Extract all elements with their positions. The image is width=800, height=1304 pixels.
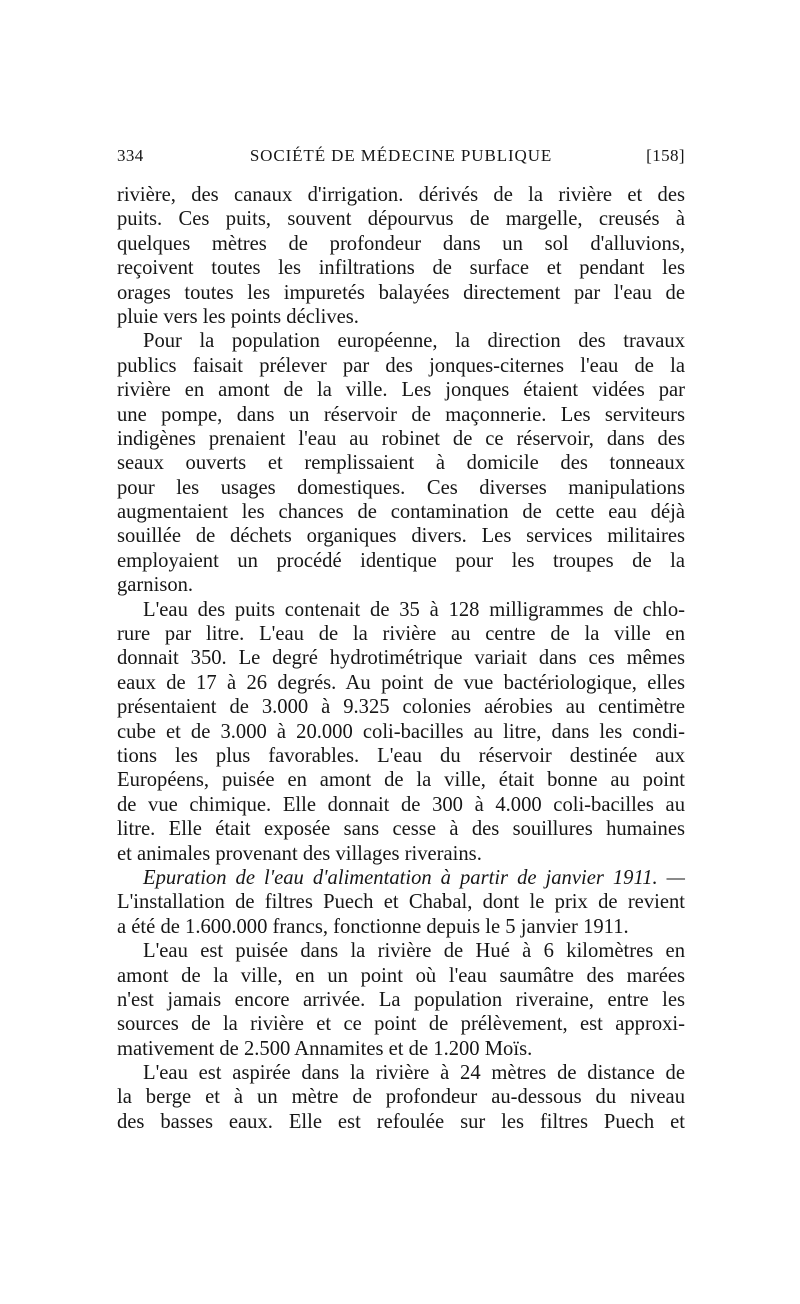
text-line: tions les plus favorables. L'eau du réservoir destinée aux [117, 744, 685, 767]
text-line: donnait 350. Le degré hydrotimétrique variait dans ces mêmes [117, 647, 685, 670]
text-line: rivière en amont de la ville. Les jonques étaient vidées par [117, 379, 685, 402]
text-line: litre. Elle était exposée sans cesse à des souillures humaines [117, 818, 685, 841]
text-line: amont de la ville, en un point où l'eau saumâtre des marées [117, 964, 685, 987]
text-line: reçoivent toutes les infiltrations de surface et pendant les [117, 257, 685, 280]
text-line: quelques mètres de profondeur dans un sol d'alluvions, [117, 232, 685, 255]
bracket-reference: [158] [646, 146, 685, 165]
text-line: augmentaient les chances de contamination de cette eau déjà [117, 501, 685, 524]
text-line: sources de la rivière et ce point de prélèvement, est approxi- [117, 1013, 685, 1036]
text-line: et animales provenant des villages riverains. [117, 842, 482, 865]
running-title: SOCIÉTÉ DE MÉDECINE PUBLIQUE [249, 146, 553, 165]
text-line: la berge et à un mètre de profondeur au-dessous du niveau [117, 1086, 685, 1109]
text-line: cube et de 3.000 à 20.000 coli-bacilles au litre, dans les condi- [117, 720, 685, 743]
text-line: des basses eaux. Elle est refoulée sur les filtres Puech et [117, 1110, 685, 1133]
text-line: L'eau des puits contenait de 35 à 128 milligrammes de chlo- [143, 598, 685, 621]
text-line: publics faisait prélever par des jonques-citernes l'eau de la [117, 354, 685, 377]
text-line: orages toutes les impuretés balayées directement par l'eau de [117, 281, 685, 304]
text-line: Européens, puisée en amont de la ville, était bonne au point [117, 769, 685, 792]
text-line: indigènes prenaient l'eau au robinet de ce réservoir, dans des [117, 427, 685, 450]
text-line: seaux ouverts et remplissaient à domicile des tonneaux [117, 452, 685, 475]
text-line: L'eau est aspirée dans la rivière à 24 mètres de distance de [143, 1062, 685, 1085]
text-line: souillée de déchets organiques divers. Les services militaires [117, 525, 685, 548]
text-line: une pompe, dans un réservoir de maçonnerie. Les serviteurs [117, 403, 685, 426]
body-text [117, 183, 685, 1134]
text-line: pour les usages domestiques. Ces diverses manipulations [117, 476, 685, 499]
text-line: Pour la population européenne, la direction des travaux [143, 330, 685, 353]
text-line: rure par litre. L'eau de la rivière au centre de la ville en [117, 623, 685, 646]
text-line: puits. Ces puits, souvent dépourvus de margelle, creusés à [117, 208, 685, 231]
running-header [117, 146, 685, 172]
text-line: présentaient de 3.000 à 9.325 colonies aérobies au centimètre [117, 696, 685, 719]
text-line: eaux de 17 à 26 degrés. Au point de vue bactériologique, elles [117, 671, 685, 694]
text-line: a été de 1.600.000 francs, fonctionne depuis le 5 janvier 1911. [117, 915, 629, 938]
text-line: mativement de 2.500 Annamites et de 1.200 Moïs. [117, 1037, 533, 1060]
text-line: employaient un procédé identique pour les troupes de la [117, 549, 685, 572]
text-line: pluie vers les points déclives. [117, 305, 359, 328]
text-line: garnison. [117, 574, 194, 597]
text-line: L'eau est puisée dans la rivière de Hué à 6 kilomètres en [143, 940, 685, 963]
text-line: rivière, des canaux d'irrigation. dérivés de la rivière et des [117, 184, 685, 206]
section-heading: Epuration de l'eau d'alimentation à partir de janvier 1911. — [143, 866, 685, 889]
page-number: 334 [117, 146, 144, 165]
text-line: L'installation de filtres Puech et Chabal, dont le prix de revient [117, 891, 685, 914]
text-line: de vue chimique. Elle donnait de 300 à 4.000 coli-bacilles au [117, 793, 685, 816]
text-line: n'est jamais encore arrivée. La population riveraine, entre les [117, 988, 685, 1011]
